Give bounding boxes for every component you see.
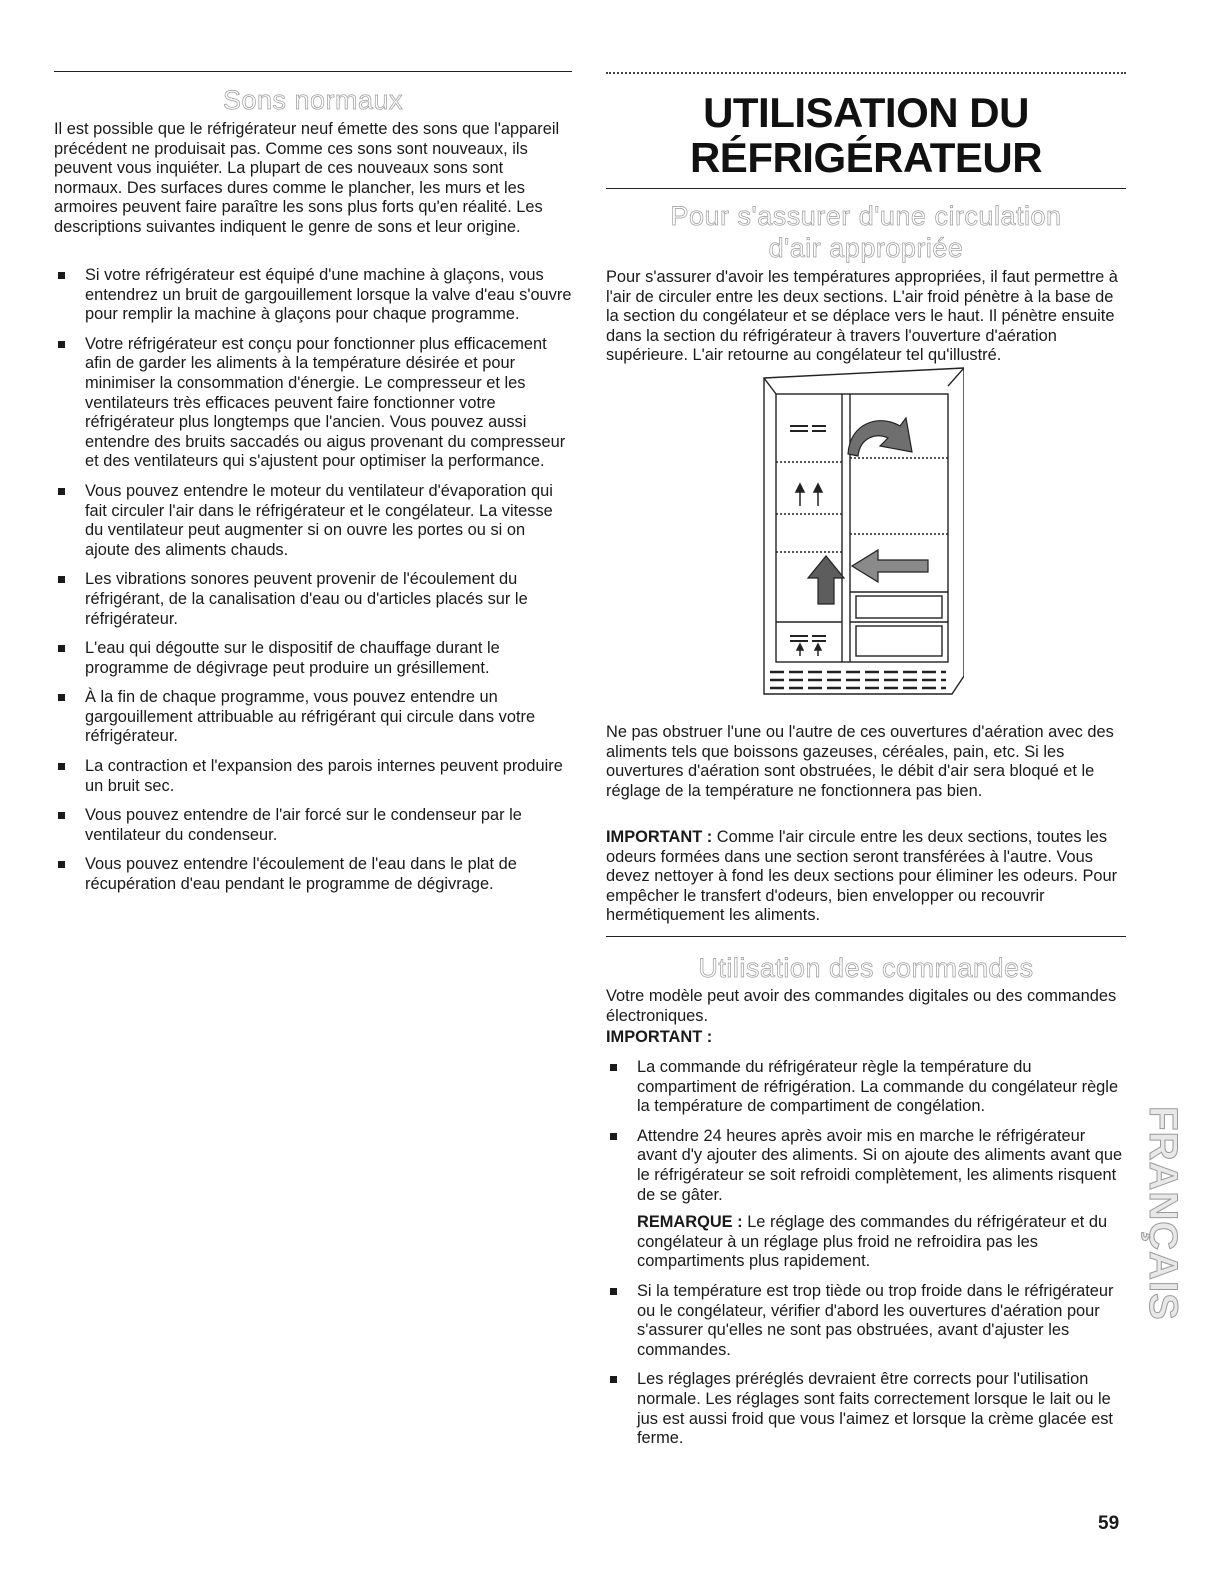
list-item: Votre réfrigérateur est conçu pour fonctionner plus efficacement afin de garder les aliments à la température désirée et pour minimiser la consommation d'énergie. Le compresseur et les ventilateurs très efficaces peuvent faire fonctionner votre réfrigérateur plus longtemps que l'ancien. Vous pouvez aussi entendre des bruits saccadés ou aigus provenant du compresseur et des ventilateurs qui s'ajustent pour optimiser la performance. xyxy=(54,335,572,472)
controls-list-2 xyxy=(606,1282,1126,1449)
important-text: Comme l'air circule entre les deux sections, toutes les odeurs formées dans une section seront transférées à l'autre. Vous devez nettoyer à fond les deux sections pour éliminer les odeurs. Pour empêcher le transfert d'odeurs, bien envelopper ou recouvrir hermétiquement les aliments. xyxy=(606,828,1118,925)
controls-list-wrapper xyxy=(606,1058,1126,1459)
section-divider-rule xyxy=(606,936,1126,937)
main-title-line1: UTILISATION DU xyxy=(703,89,1029,136)
list-item: Si la température est trop tiède ou trop froide dans le réfrigérateur ou le congélateur, vérifier d'abord les ouvertures d'aération pour s'assurer qu'elles ne sont pas obstruées, avant d'ajuster les commandes. xyxy=(606,1282,1126,1360)
sons-normaux-title: Sons normaux xyxy=(222,85,404,115)
controls-important-label: IMPORTANT : xyxy=(606,1028,713,1046)
list-item: Les vibrations sonores peuvent provenir de l'écoulement du réfrigérant, de la canalisation d'eau ou d'articles placés sur le réfrigérateur. xyxy=(54,570,572,629)
main-title xyxy=(606,90,1126,180)
main-title-line2: RÉFRIGÉRATEUR xyxy=(689,134,1043,181)
language-side-tab-label: FRANÇAIS xyxy=(1140,1105,1185,1321)
list-item: À la fin de chaque programme, vous pouvez entendre un gargouillement attribuable au réfrigérant qui circule dans votre réfrigérateur. xyxy=(54,688,572,747)
sons-normaux-intro: Il est possible que le réfrigérateur neuf émette des sons que l'appareil précédent ne produisait pas. Comme ces sons sont nouveaux, ils peuvent vous inquiéter. La plupart de ces nouveaux sons sont normaux. Des surfaces dures comme le plancher, les murs et les armoires peuvent faire paraître les sons plus forts qu'en réalité. Les descriptions suivantes indiquent le genre de sons et leur origine. xyxy=(54,120,560,236)
list-item: Vous pouvez entendre de l'air forcé sur le condenseur par le ventilateur du condenseur. xyxy=(54,806,572,845)
refrigerator-airflow-diagram xyxy=(760,364,964,696)
right-top-rule xyxy=(606,72,1126,74)
sons-list xyxy=(54,266,572,905)
air-circulation-para2: Ne pas obstruer l'une ou l'autre de ces ouvertures d'aération avec des aliments tels que boissons gazeuses, céréales, pain, etc. Si les ouvertures d'aération sont obstruées, le débit d'air sera bloqué et le réglage de la température ne fonctionnera pas bien. xyxy=(606,723,1114,800)
list-item: Les réglages préréglés devraient être corrects pour l'utilisation normale. Les réglages sont faits correctement lorsque le lait ou le jus est aussi froid que vous l'aimez et lorsque la crème glacée est ferme. xyxy=(606,1370,1126,1448)
title-underline-rule xyxy=(606,188,1126,189)
list-item: Attendre 24 heures après avoir mis en marche le réfrigérateur avant d'y ajouter des aliments. Si on ajoute des aliments avant que le réfrigérateur se soit refroidi complètement, les aliments risquent de se gâter. xyxy=(606,1127,1126,1205)
list-item: La commande du réfrigérateur règle la température du compartiment de réfrigération. La commande du congélateur règle la température de compartiment de congélation. xyxy=(606,1058,1126,1117)
remarque-text: Le réglage des commandes du réfrigérateur et du congélateur à un réglage plus froid ne refroidira pas les compartiments plus rapidement. xyxy=(637,1213,1108,1271)
left-top-rule xyxy=(54,71,572,72)
remarque-note xyxy=(606,1213,1126,1272)
controls-intro: Votre modèle peut avoir des commandes digitales ou des commandes électroniques. xyxy=(606,987,1117,1025)
important-label: IMPORTANT : xyxy=(606,828,713,846)
list-item: La contraction et l'expansion des parois internes peuvent produire un bruit sec. xyxy=(54,757,572,796)
controls-title: Utilisation des commandes xyxy=(698,953,1034,983)
language-side-tab xyxy=(1140,1078,1184,1348)
list-item: Vous pouvez entendre l'écoulement de l'eau dans le plat de récupération d'eau pendant le programme de dégivrage. xyxy=(54,855,572,894)
list-item: Vous pouvez entendre le moteur du ventilateur d'évaporation qui fait circuler l'air dans le réfrigérateur et le congélateur. La vitesse du ventilateur peut augmenter si on ouvre les portes ou si on ajoute des aliments chauds. xyxy=(54,482,572,560)
air-circulation-intro: Pour s'assurer d'avoir les températures appropriées, il faut permettre à l'air de circuler entre les deux sections. L'air froid pénètre à la base de la section du congélateur et se déplace vers le haut. Il pénètre ensuite dans la section du réfrigérateur à travers l'ouverture d'aération supérieure. L'air retourne au congélateur tel qu'illustré. xyxy=(606,268,1118,365)
controls-list xyxy=(606,1058,1126,1205)
page-number: 59 xyxy=(1098,1513,1120,1534)
important-note xyxy=(606,828,1120,926)
remarque-label: REMARQUE : xyxy=(637,1213,743,1232)
air-circulation-title: Pour s'assurer d'une circulation d'air appropriée xyxy=(670,201,1062,263)
list-item: L'eau qui dégoutte sur le dispositif de chauffage durant le programme de dégivrage peut produire un grésillement. xyxy=(54,639,572,678)
list-item: Si votre réfrigérateur est équipé d'une machine à glaçons, vous entendrez un bruit de gargouillement lorsque la valve d'eau s'ouvre pour remplir la machine à glaçons pour chaque programme. xyxy=(54,266,572,325)
